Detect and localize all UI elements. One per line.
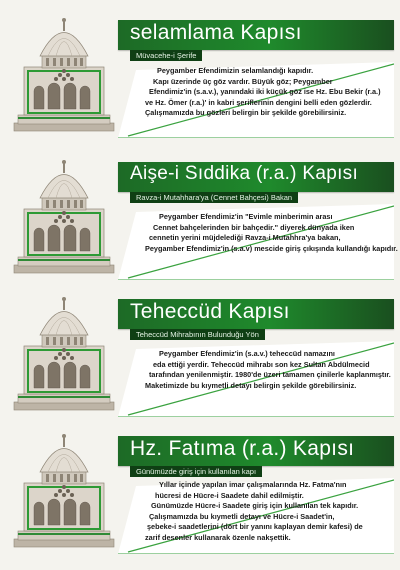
section-subtitle: Müvacehe-i Şerife (130, 50, 202, 61)
section-subtitle: Ravza-i Mutahhara'ya (Cennet Bahçesi) Bakan (130, 192, 298, 203)
section-subtitle: Günümüzde giriş için kullanılan kapı (130, 466, 262, 477)
section-banner (118, 436, 394, 466)
building-illustration (12, 287, 116, 417)
building-illustration (12, 424, 116, 554)
body-line: Efendimiz'in (s.a.v.), yanındaki iki küçük göz ise Hz. Ebu Bekir (r.a.) (149, 87, 381, 97)
body-line: Peygamber Efendimizin selamlandığı kapıdır. (157, 66, 314, 75)
section-title: Hz. Fatıma (r.a.) Kapısı (130, 437, 355, 460)
section-title: selamlama Kapısı (130, 21, 302, 44)
section-aise (0, 148, 400, 286)
section-title: Aişe-i Sıddika (r.a.) Kapısı (130, 163, 359, 184)
body-line: zarif desenler kullanarak özenle nakşettik. (145, 532, 291, 542)
body-line: Kapı üzerinde üç göz vardır. Büyük göz; Peygamber (153, 76, 333, 86)
body-line: Peygamber Efendimiz'in "Evimle minberimin arası (159, 212, 333, 221)
body-line: Günümüzde Hücre-i Saadete giriş için kullanılan tek kapıdır. (151, 501, 359, 511)
section-title: Teheccüd Kapısı (130, 300, 290, 323)
section-teheccud (0, 285, 400, 423)
body-line: eda ettiği yerdir. Teheccüd mihrabı son kez Sultan Abdülmecid (153, 359, 370, 369)
body-line: Çalışmamızda bu kıymetli detayı ve Hücre-i Saadet'in, (149, 511, 335, 521)
section-body (145, 349, 390, 391)
body-line: ve Hz. Ömer (r.a.)' in kabri şeriflerinin dengini belli eden gözlerdir. (145, 97, 372, 107)
section-body (145, 66, 390, 119)
body-line: Çalışmamızda bu gözleri belirgin bir şekilde görebilirsiniz. (145, 108, 347, 118)
body-line: Cennet bahçelerinden bir bahçedir." diyerek dünyada iken (153, 222, 355, 232)
building-illustration (12, 150, 116, 280)
body-line: Peygamber Efendimiz'in (s.a.v.) teheccüd namazını (159, 349, 335, 358)
section-subtitle: Teheccüd Mihrabının Bulunduğu Yön (130, 329, 265, 340)
section-body (145, 212, 398, 254)
body-line: Peygamber Efendimiz'in (s.a.v) mescide giriş çıkışında kullandığı kapıdır. (145, 243, 398, 253)
section-fatima (0, 422, 400, 560)
section-body (145, 480, 390, 544)
body-line: Maketimizde bu kıymetli detayı belirgin şekilde görebilirsiniz. (145, 380, 357, 390)
building-illustration (12, 8, 116, 138)
section-banner (118, 20, 394, 50)
body-line: hücresi de Hücre-i Saadete dahil edilmiştir. (155, 490, 304, 500)
body-line: tarafından yenilenmiştir. 1980'de üzeri tamamen çinilerle kaplanmıştır. (149, 370, 391, 380)
section-banner (118, 299, 394, 329)
body-line: şebeke-i saadetlerini (dört bir yanını kaplayan demir kafesi) de (147, 522, 363, 532)
body-line: cennetin yerini müjdelediği Ravza-i Mutahhra'ya bakan, (149, 233, 341, 243)
section-selamlama (0, 6, 400, 144)
section-banner (118, 162, 394, 192)
body-line: Yıllar içinde yapılan imar çalışmalarında Hz. Fatma'nın (159, 480, 347, 489)
